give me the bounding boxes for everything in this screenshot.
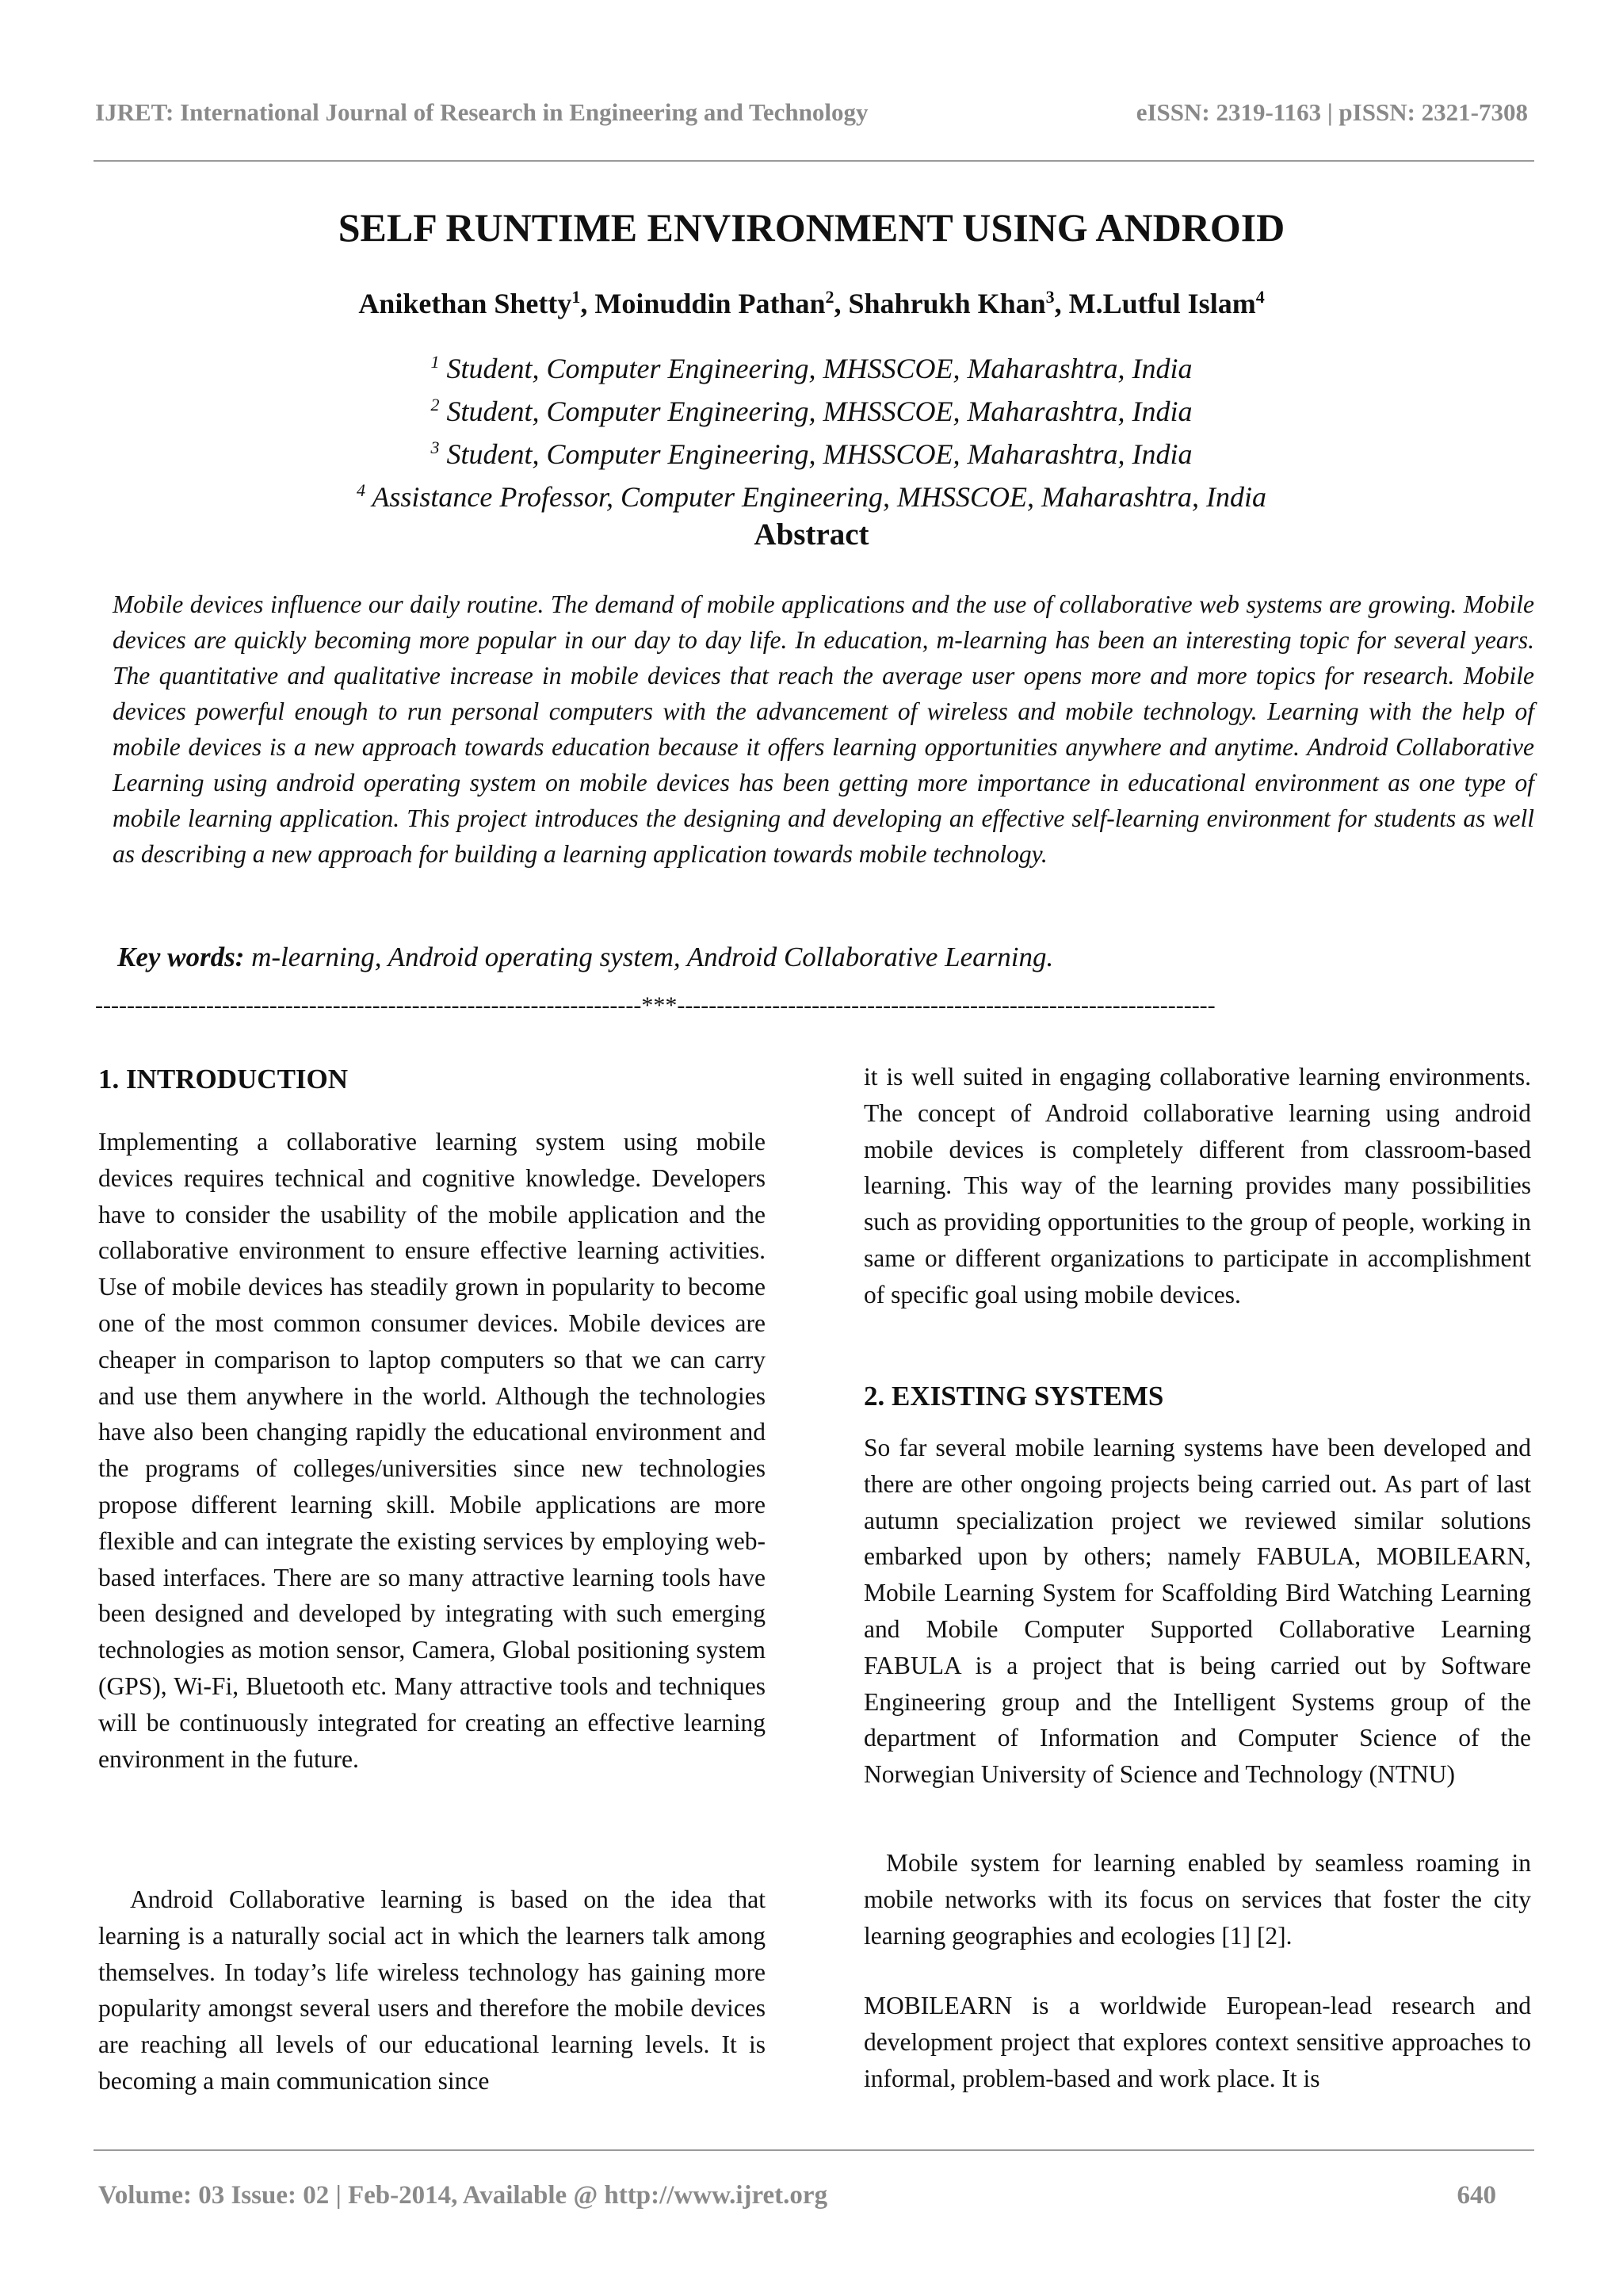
section-separator: ---------------------------------------------------------------------***-------------------------------------------------------------------- [95,992,1216,1018]
journal-header: IJRET: International Journal of Research in Engineering and Technology [95,98,869,126]
affiliation-list [0,344,1623,515]
issn-header: eISSN: 2319-1163 | pISSN: 2321-7308 [1136,98,1528,126]
author-sup: 1 [571,287,581,307]
affiliation: $^3$ Student, Computer Engineering, MHSSCOE, Maharashtra, India [430,437,1193,470]
abstract-heading: Abstract [754,518,869,552]
header-rule [94,160,1534,162]
intro-paragraph-2: Android Collaborative learning is based on the idea that learning is a naturally social act in which the learners talk among themselves. In today’s life wireless technology has gaining more popularity amongst several users and therefore the mobile devices are reaching all levels of our educational learning levels. It is becoming a main communication since [98,1885,766,2095]
section-heading-existing-systems: 2. EXISTING SYSTEMS [864,1381,1164,1412]
existing-paragraph-2: Mobile system for learning enabled by seamless roaming in mobile networks with its focus on services that foster the city learning geographies and ecologies [1] [2]. [864,1849,1531,1950]
keywords-label: Key words: [117,942,245,972]
footer-volume: Volume: 03 Issue: 02 | Feb-2014, Available @ http://www.ijret.org [98,2181,828,2210]
page-number: 640 [1457,2181,1496,2210]
paper-title: SELF RUNTIME ENVIRONMENT USING ANDROID [338,205,1285,250]
author: Moinuddin Pathan [594,288,826,319]
existing-paragraph-3: MOBILEARN is a worldwide European-lead research and development project that explores context sensitive approaches to informal, problem-based and work place. It is [864,1992,1531,2092]
affiliation: $^2$ Student, Computer Engineering, MHSSCOE, Maharashtra, India [430,395,1193,427]
keywords [117,942,1053,973]
author-sup: 2 [825,287,834,307]
author: M.Lutful Islam [1068,288,1256,319]
intro-paragraph-1: Implementing a collaborative learning system using mobile devices requires technical and cognitive knowledge. Developers have to consider the usability of the mobile application and the collaborative environment to ensure effective learning activities. Use of mobile devices has steadily grown in popularity to become one of the most common consumer devices. Mobile devices are cheaper in comparison to laptop computers so that we can carry and use them anywhere in the world. Although the technologies have also been changing rapidly the educational environment and the programs of colleges/universities since new technologies propose different learning skill. Mobile applications are more flexible and can integrate the existing services by employing web-based interfaces. There are so many attractive learning tools have been designed and developed by integrating with such emerging technologies as motion sensor, Camera, Global positioning system (GPS), Wi-Fi, Bluetooth etc. Many attractive tools and techniques will be continuously integrated for creating an effective learning environment in the future. [98,1128,766,1773]
section-heading-introduction: 1. INTRODUCTION [98,1064,349,1095]
author-list: Anikethan Shetty$^1$, Moinuddin Pathan$^2$, Shahrukh Khan$^3$, M.Lutful Islam$^4$ [358,287,1265,319]
keywords-text: m-learning, Android operating system, Android Collaborative Learning. [244,942,1054,972]
author: Anikethan Shetty [358,288,572,319]
author-sup: 4 [1255,287,1265,307]
abstract-text: Mobile devices influence our daily routine. The demand of mobile applications and the use of collaborative web systems are growing. Mobile devices are quickly becoming more popular in our day to day life. In education, m-learning has been an interesting topic for several years. The quantitative and qualitative increase in mobile devices that reach the average user opens more and more topics for research. Mobile devices powerful enough to run personal computers with the advancement of wireless and mobile technology. Learning with the help of mobile devices is a new approach towards education because it offers learning opportunities anywhere and anytime. Android Collaborative Learning using android operating system on mobile devices has been getting more importance in educational environment as one type of mobile learning application. This project introduces the designing and developing an effective self-learning environment for students as well as describing a new approach for building a learning application towards mobile technology. [113,590,1534,868]
author-sup: 3 [1045,287,1055,307]
affiliation: $^4$ Assistance Professor, Computer Engineering, MHSSCOE, Maharashtra, India [357,480,1266,513]
existing-paragraph-1: So far several mobile learning systems have been developed and there are other ongoing projects being carried out. As part of last autumn specialization project we reviewed similar solutions embarked upon by others; namely FABULA, MOBILEARN, Mobile Learning System for Scaffolding Bird Watching Learning and Mobile Computer Supported Collaborative Learning FABULA is a project that is being carried out by Software Engineering group and the Intelligent Systems group of the department of Information and Computer Science of the Norwegian University of Science and Technology (NTNU) [864,1434,1531,1789]
author: Shahrukh Khan [848,288,1046,319]
affiliation: $^1$ Student, Computer Engineering, MHSSCOE, Maharashtra, India [430,352,1193,384]
footer-rule [94,2149,1534,2151]
intro-paragraph-continued: it is well suited in engaging collaborative learning environments. The concept of Android collaborative learning using android mobile devices is completely different from classroom-based learning. This way of the learning provides many possibilities such as providing opportunities to the group of people, working in same or different organizations to participate in accomplishment of specific goal using mobile devices. [864,1063,1531,1308]
